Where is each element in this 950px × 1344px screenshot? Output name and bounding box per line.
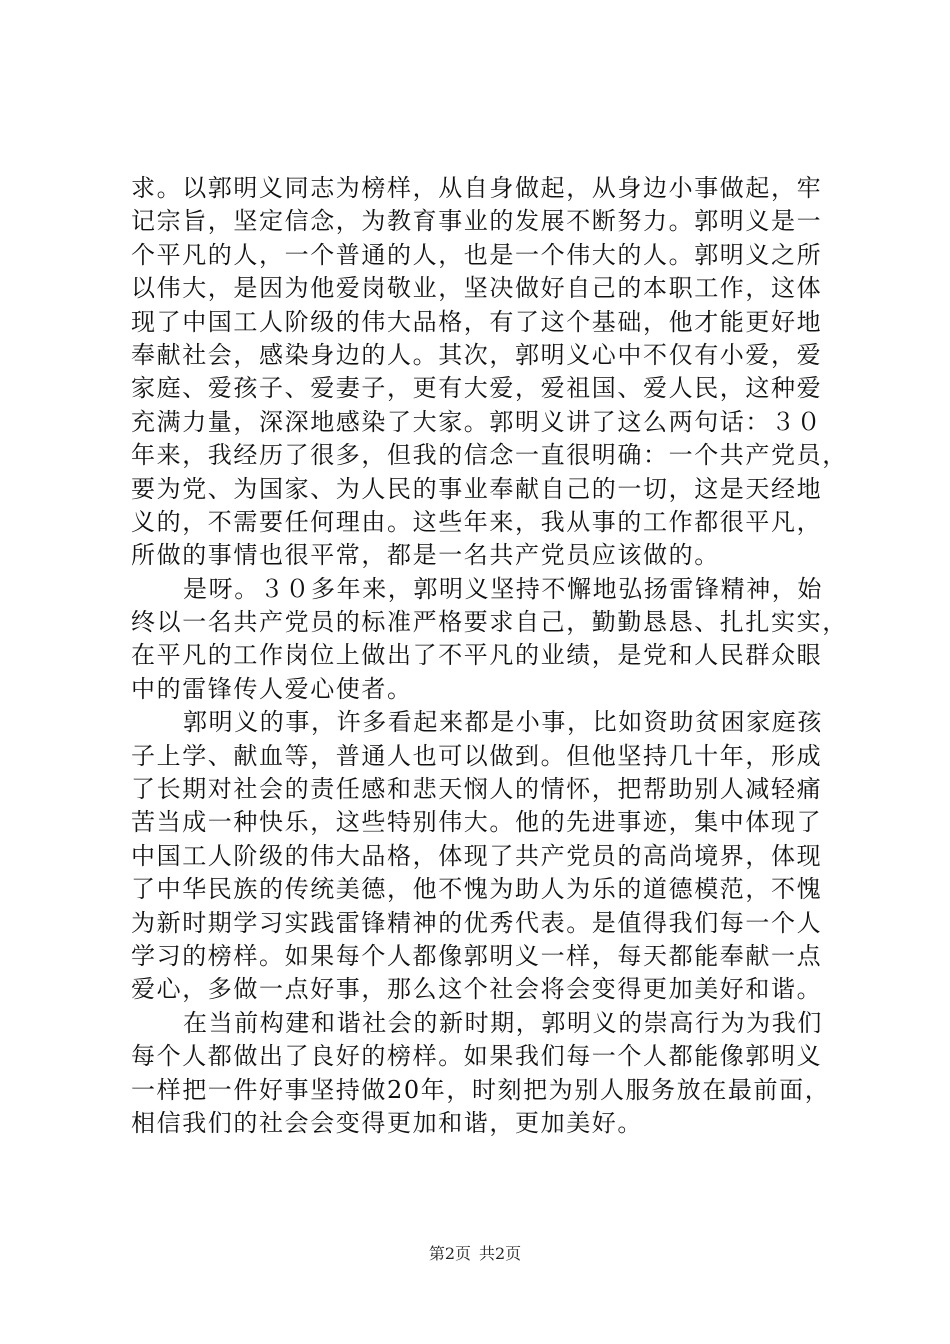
text-line: 在平凡的工作岗位上做出了不平凡的业绩，是党和人民群众眼: [131, 641, 823, 670]
document-body: [131, 172, 848, 1140]
text-line: 个平凡的人，一个普通的人，也是一个伟大的人。郭明义之所: [131, 240, 823, 269]
paragraph-first-line: 是呀。３０多年来，郭明义坚持不懈地弘扬雷锋精神，始: [183, 574, 823, 603]
text-line: 苦当成一种快乐，这些特别伟大。他的先进事迹，集中体现了: [131, 808, 823, 837]
text-line: 相信我们的社会会变得更加和谐，更加美好。: [131, 1108, 643, 1137]
text-line: 为新时期学习实践雷锋精神的优秀代表。是值得我们每一个人: [131, 908, 823, 937]
paragraph-first-line: 郭明义的事，许多看起来都是小事，比如资助贫困家庭孩: [183, 708, 823, 737]
text-line: 要为党、为国家、为人民的事业奉献自己的一切，这是天经地: [131, 474, 823, 503]
text-line: 中的雷锋传人爱心使者。: [131, 674, 413, 703]
text-line: 所做的事情也很平常，都是一名共产党员应该做的。: [131, 541, 720, 570]
text-line: 奉献社会，感染身边的人。其次，郭明义心中不仅有小爱，爱: [131, 340, 823, 369]
text-line: 了中华民族的传统美德，他不愧为助人为乐的道德模范，不愧: [131, 875, 823, 904]
text-line: 求。以郭明义同志为榜样，从自身做起，从身边小事做起，牢: [131, 174, 823, 202]
text-line: 学习的榜样。如果每个人都像郭明义一样，每天都能奉献一点: [131, 941, 823, 970]
text-line: 中国工人阶级的伟大品格，体现了共产党员的高尚境界，体现: [131, 841, 823, 870]
page-footer: [0, 1244, 950, 1264]
paragraph-first-line: 在当前构建和谐社会的新时期，郭明义的崇高行为为我们: [183, 1008, 823, 1037]
text-line: 爱心，多做一点好事，那么这个社会将会变得更加美好和谐。: [131, 975, 823, 1004]
page-total: 共2页: [479, 1244, 522, 1263]
text-line: 义的，不需要任何理由。这些年来，我从事的工作都很平凡，: [131, 507, 823, 536]
text-line: 充满力量，深深地感染了大家。郭明义讲了这么两句话：３０: [131, 407, 823, 436]
text-line: 终以一名共产党员的标准严格要求自己，勤勤恳恳、扎扎实实，: [131, 608, 848, 637]
text-line: 了长期对社会的责任感和悲天悯人的情怀，把帮助别人减轻痛: [131, 775, 823, 804]
text-line: 年来，我经历了很多，但我的信念一直很明确：一个共产党员，: [131, 441, 848, 470]
text-line: 子上学、献血等，普通人也可以做到。但他坚持几十年，形成: [131, 741, 823, 770]
page-number: 第2页: [428, 1244, 471, 1263]
text-line: 每个人都做出了良好的榜样。如果我们每一个人都能像郭明义: [131, 1042, 823, 1071]
text-line: 现了中国工人阶级的伟大品格，有了这个基础，他才能更好地: [131, 307, 823, 336]
text-line: 一样把一件好事坚持做20年，时刻把为别人服务放在最前面，: [131, 1075, 831, 1104]
text-line: 家庭、爱孩子、爱妻子，更有大爱，爱祖国、爱人民，这种爱: [131, 374, 823, 403]
text-line: 记宗旨，坚定信念，为教育事业的发展不断努力。郭明义是一: [131, 207, 823, 236]
text-line: 以伟大，是因为他爱岗敬业，坚决做好自己的本职工作，这体: [131, 274, 823, 303]
